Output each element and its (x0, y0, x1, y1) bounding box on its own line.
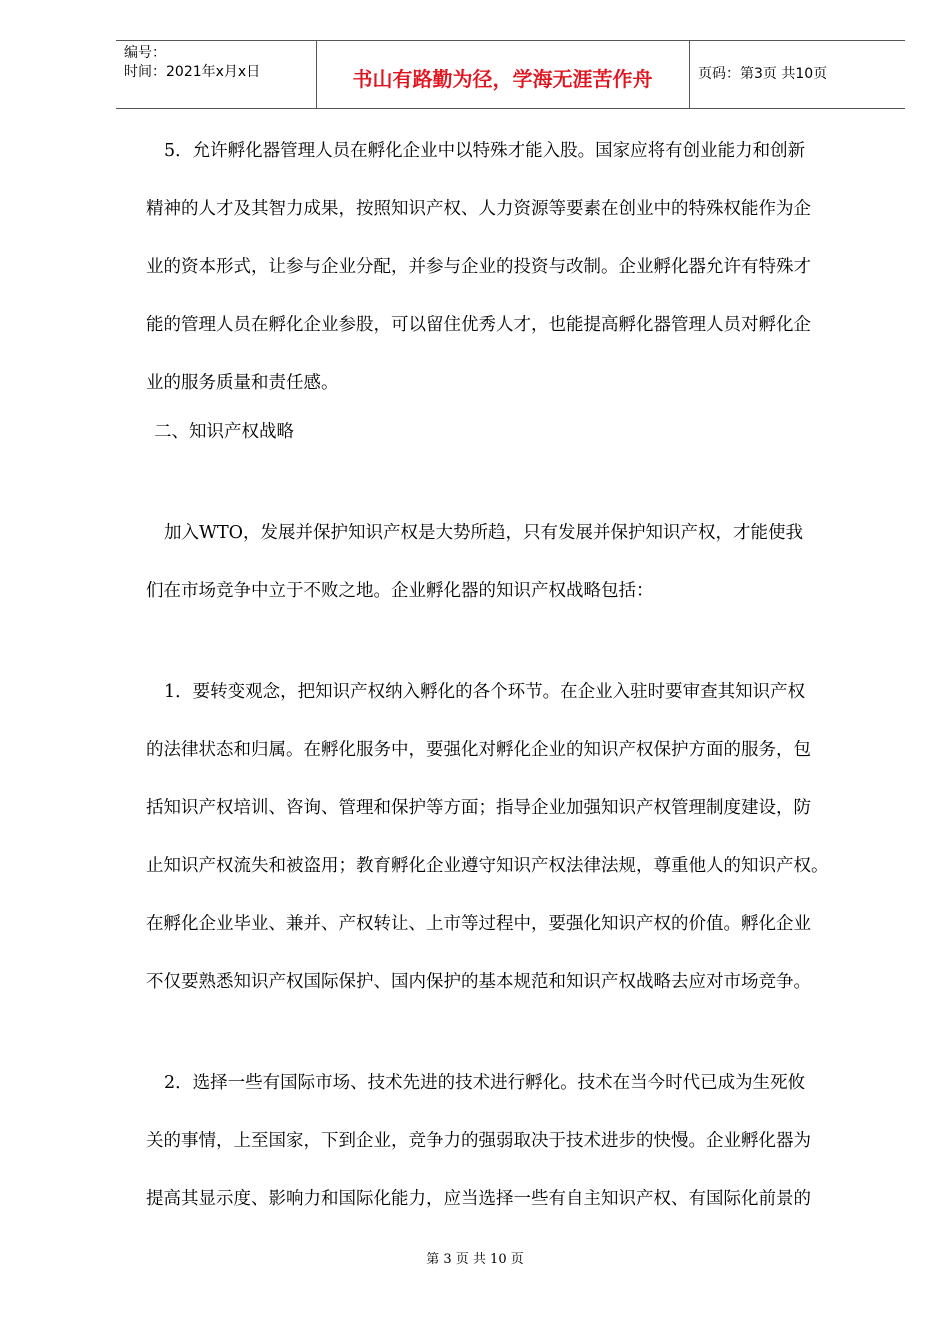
section-heading: 二、知识产权战略 (154, 422, 294, 442)
text-line: 加入WTO，发展并保护知识产权是大势所趋，只有发展并保护知识产权，才能使我 (164, 523, 804, 543)
page-header (116, 40, 905, 109)
text-line: 不仅要熟悉知识产权国际保护、国内保护的基本规范和知识产权战略去应对市场竞争。 (146, 972, 811, 992)
text-line: 括知识产权培训、咨询、管理和保护等方面；指导企业加强知识产权管理制度建设，防 (146, 798, 811, 818)
header-page-cell (690, 41, 905, 108)
text-line: 业的资本形式，让参与企业分配，并参与企业的投资与改制。企业孵化器允许有特殊才 (146, 257, 811, 277)
text-line: 在孵化企业毕业、兼并、产权转让、上市等过程中，要强化知识产权的价值。孵化企业 (146, 914, 811, 934)
text-line: 们在市场竞争中立于不败之地。企业孵化器的知识产权战略包括： (146, 581, 654, 601)
text-line: 业的服务质量和责任感。 (146, 373, 339, 393)
text-line: 1．要转变观念，把知识产权纳入孵化的各个环节。在企业入驻时要审查其知识产权 (164, 682, 806, 702)
text-line: 提高其显示度、影响力和国际化能力，应当选择一些有自主知识产权、有国际化前景的 (146, 1189, 811, 1209)
text-line: 关的事情，上至国家，下到企业，竞争力的强弱取决于技术进步的快慢。企业孵化器为 (146, 1131, 811, 1151)
text-line: 5．允许孵化器管理人员在孵化企业中以特殊才能入股。国家应将有创业能力和创新 (164, 141, 806, 161)
page-footer: 第 3 页 共 10 页 (426, 1252, 524, 1267)
document-id-label: 编号： (124, 45, 166, 61)
document-time-label: 时间：2021年x月x日 (124, 64, 261, 80)
header-motto: 书山有路勤为径，学海无涯苦作舟 (352, 67, 653, 91)
header-page-number: 页码：第3页 共10页 (698, 66, 828, 82)
header-motto-cell (316, 41, 690, 108)
text-line: 止知识产权流失和被盗用；教育孵化企业遵守知识产权法律法规，尊重他人的知识产权。 (146, 856, 829, 876)
text-line: 能的管理人员在孵化企业参股，可以留住优秀人才，也能提高孵化器管理人员对孵化企 (146, 315, 811, 335)
header-meta-cell (116, 41, 317, 108)
text-line: 2．选择一些有国际市场、技术先进的技术进行孵化。技术在当今时代已成为生死攸 (164, 1073, 806, 1093)
text-line: 的法律状态和归属。在孵化服务中，要强化对孵化企业的知识产权保护方面的服务，包 (146, 740, 811, 760)
text-line: 精神的人才及其智力成果，按照知识产权、人力资源等要素在创业中的特殊权能作为企 (146, 199, 811, 219)
